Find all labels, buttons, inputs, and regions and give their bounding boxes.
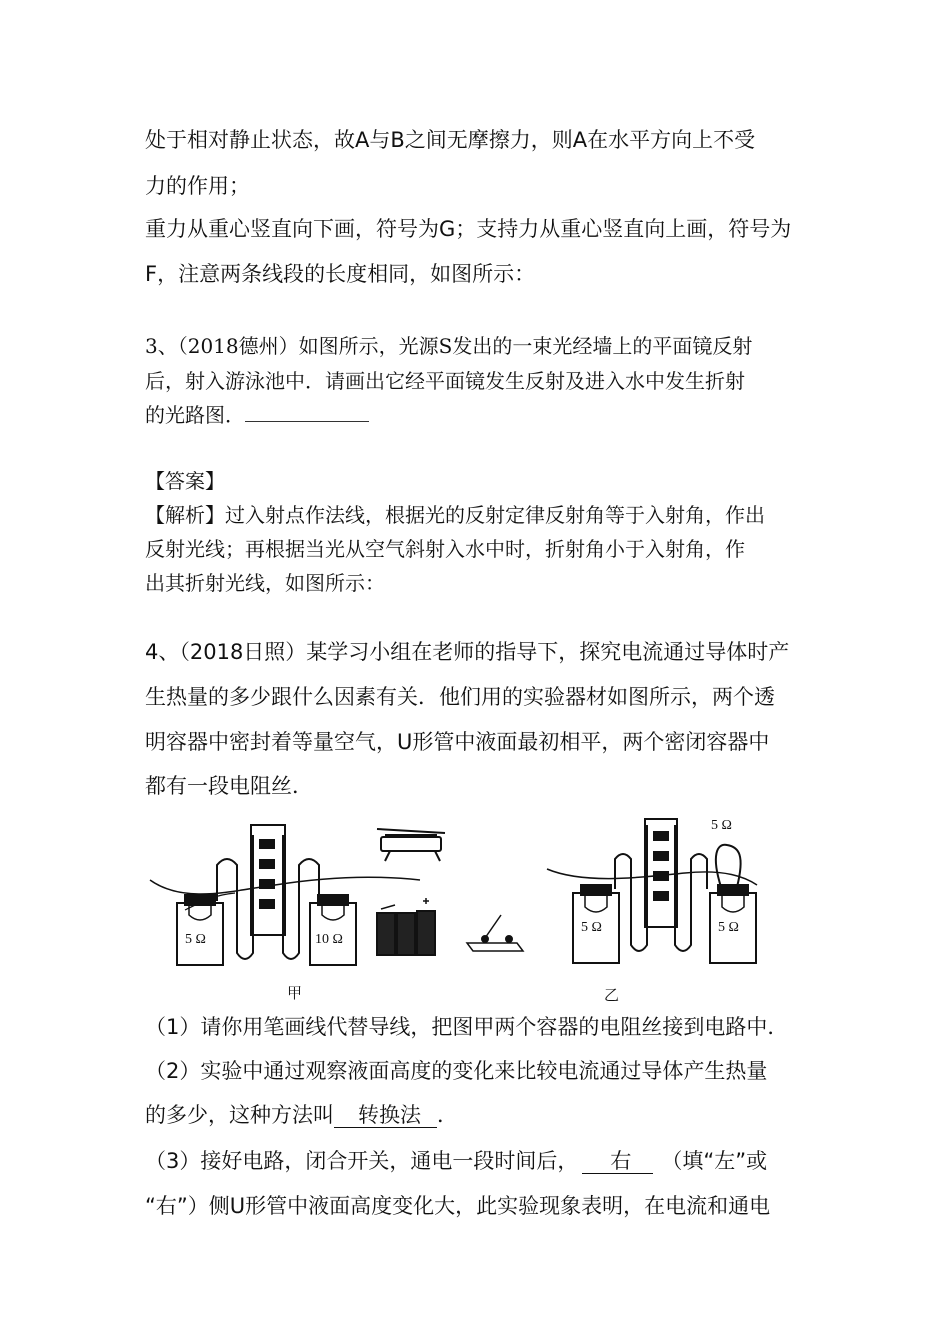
sub-question-1: （1）请你用笔画线代替导线，把图甲两个容器的电阻丝接到电路中． bbox=[145, 1015, 789, 1039]
analysis-line bbox=[145, 501, 765, 529]
experiment-figure bbox=[145, 815, 785, 975]
text-line: 出其折射光线，如图所示： bbox=[145, 571, 385, 595]
answer-filled: 转换法 bbox=[334, 1103, 437, 1128]
battery-icon bbox=[377, 898, 435, 955]
answer-filled: 右 bbox=[582, 1149, 653, 1174]
text-line: 处于相对静止状态，故A与B之间无摩擦力，则A在水平方向上不受 bbox=[145, 128, 756, 152]
resistor-label: 5 Ω bbox=[711, 818, 732, 833]
text-line: 4、（2018日照）某学习小组在老师的指导下，探究电流通过导体时产 bbox=[145, 640, 790, 664]
text-line: 后，射入游泳池中．请画出它经平面镜发生反射及进入水中发生折射 bbox=[145, 369, 745, 393]
figure-caption-left: 甲 bbox=[287, 984, 303, 1002]
switch-icon bbox=[467, 915, 523, 951]
text-line: 明容器中密封着等量空气，U形管中液面最初相平，两个密闭容器中 bbox=[145, 730, 770, 754]
text-span: ． bbox=[437, 1103, 458, 1127]
text-span: 过入射点作法线，根据光的反射定律反射角等于入射角，作出 bbox=[225, 503, 765, 527]
text-line: 生热量的多少跟什么因素有关．他们用的实验器材如图所示，两个透 bbox=[145, 685, 775, 709]
sub-question-2-cont bbox=[145, 1101, 458, 1129]
figure-caption-right: 乙 bbox=[604, 986, 620, 1004]
u-tube-right bbox=[675, 825, 707, 951]
text-span: （3）接好电路，闭合开关，通电一段时间后， bbox=[145, 1149, 579, 1173]
resistor-label: 5 Ω bbox=[185, 932, 206, 947]
resistor-label: 10 Ω bbox=[315, 932, 343, 947]
text-line bbox=[145, 401, 369, 429]
text-line: F，注意两条线段的长度相同，如图所示： bbox=[145, 262, 536, 286]
sub-question-3 bbox=[145, 1147, 767, 1175]
text-span: 的光路图． bbox=[145, 403, 245, 427]
parallel-resistor bbox=[716, 845, 741, 887]
text-line: 力的作用； bbox=[145, 174, 250, 198]
text-line: 3、（2018德州）如图所示，光源S发出的一束光经墙上的平面镜反射 bbox=[145, 334, 753, 358]
resistor-label: 5 Ω bbox=[718, 920, 739, 935]
rheostat bbox=[381, 837, 441, 851]
text-line: 反射光线；再根据当光从空气斜射入水中时，折射角小于入射角，作 bbox=[145, 537, 745, 561]
answer-blank bbox=[245, 401, 369, 422]
answer-label: 【答案】 bbox=[145, 469, 225, 493]
u-tube-right bbox=[283, 835, 319, 959]
text-span: 的多少，这种方法叫 bbox=[145, 1103, 334, 1127]
resistor-label: 5 Ω bbox=[581, 920, 602, 935]
analysis-label: 【解析】 bbox=[145, 503, 225, 527]
text-line: 重力从重心竖直向下画，符号为G；支持力从重心竖直向上画，符号为 bbox=[145, 217, 792, 241]
text-span: （填“左”或 bbox=[661, 1149, 768, 1173]
text-line: 都有一段电阻丝． bbox=[145, 774, 313, 798]
text-line: “右”）侧U形管中液面高度变化大，此实验现象表明，在电流和通电 bbox=[145, 1194, 771, 1218]
sub-question-2: （2）实验中通过观察液面高度的变化来比较电流通过导体产生热量 bbox=[145, 1059, 768, 1083]
